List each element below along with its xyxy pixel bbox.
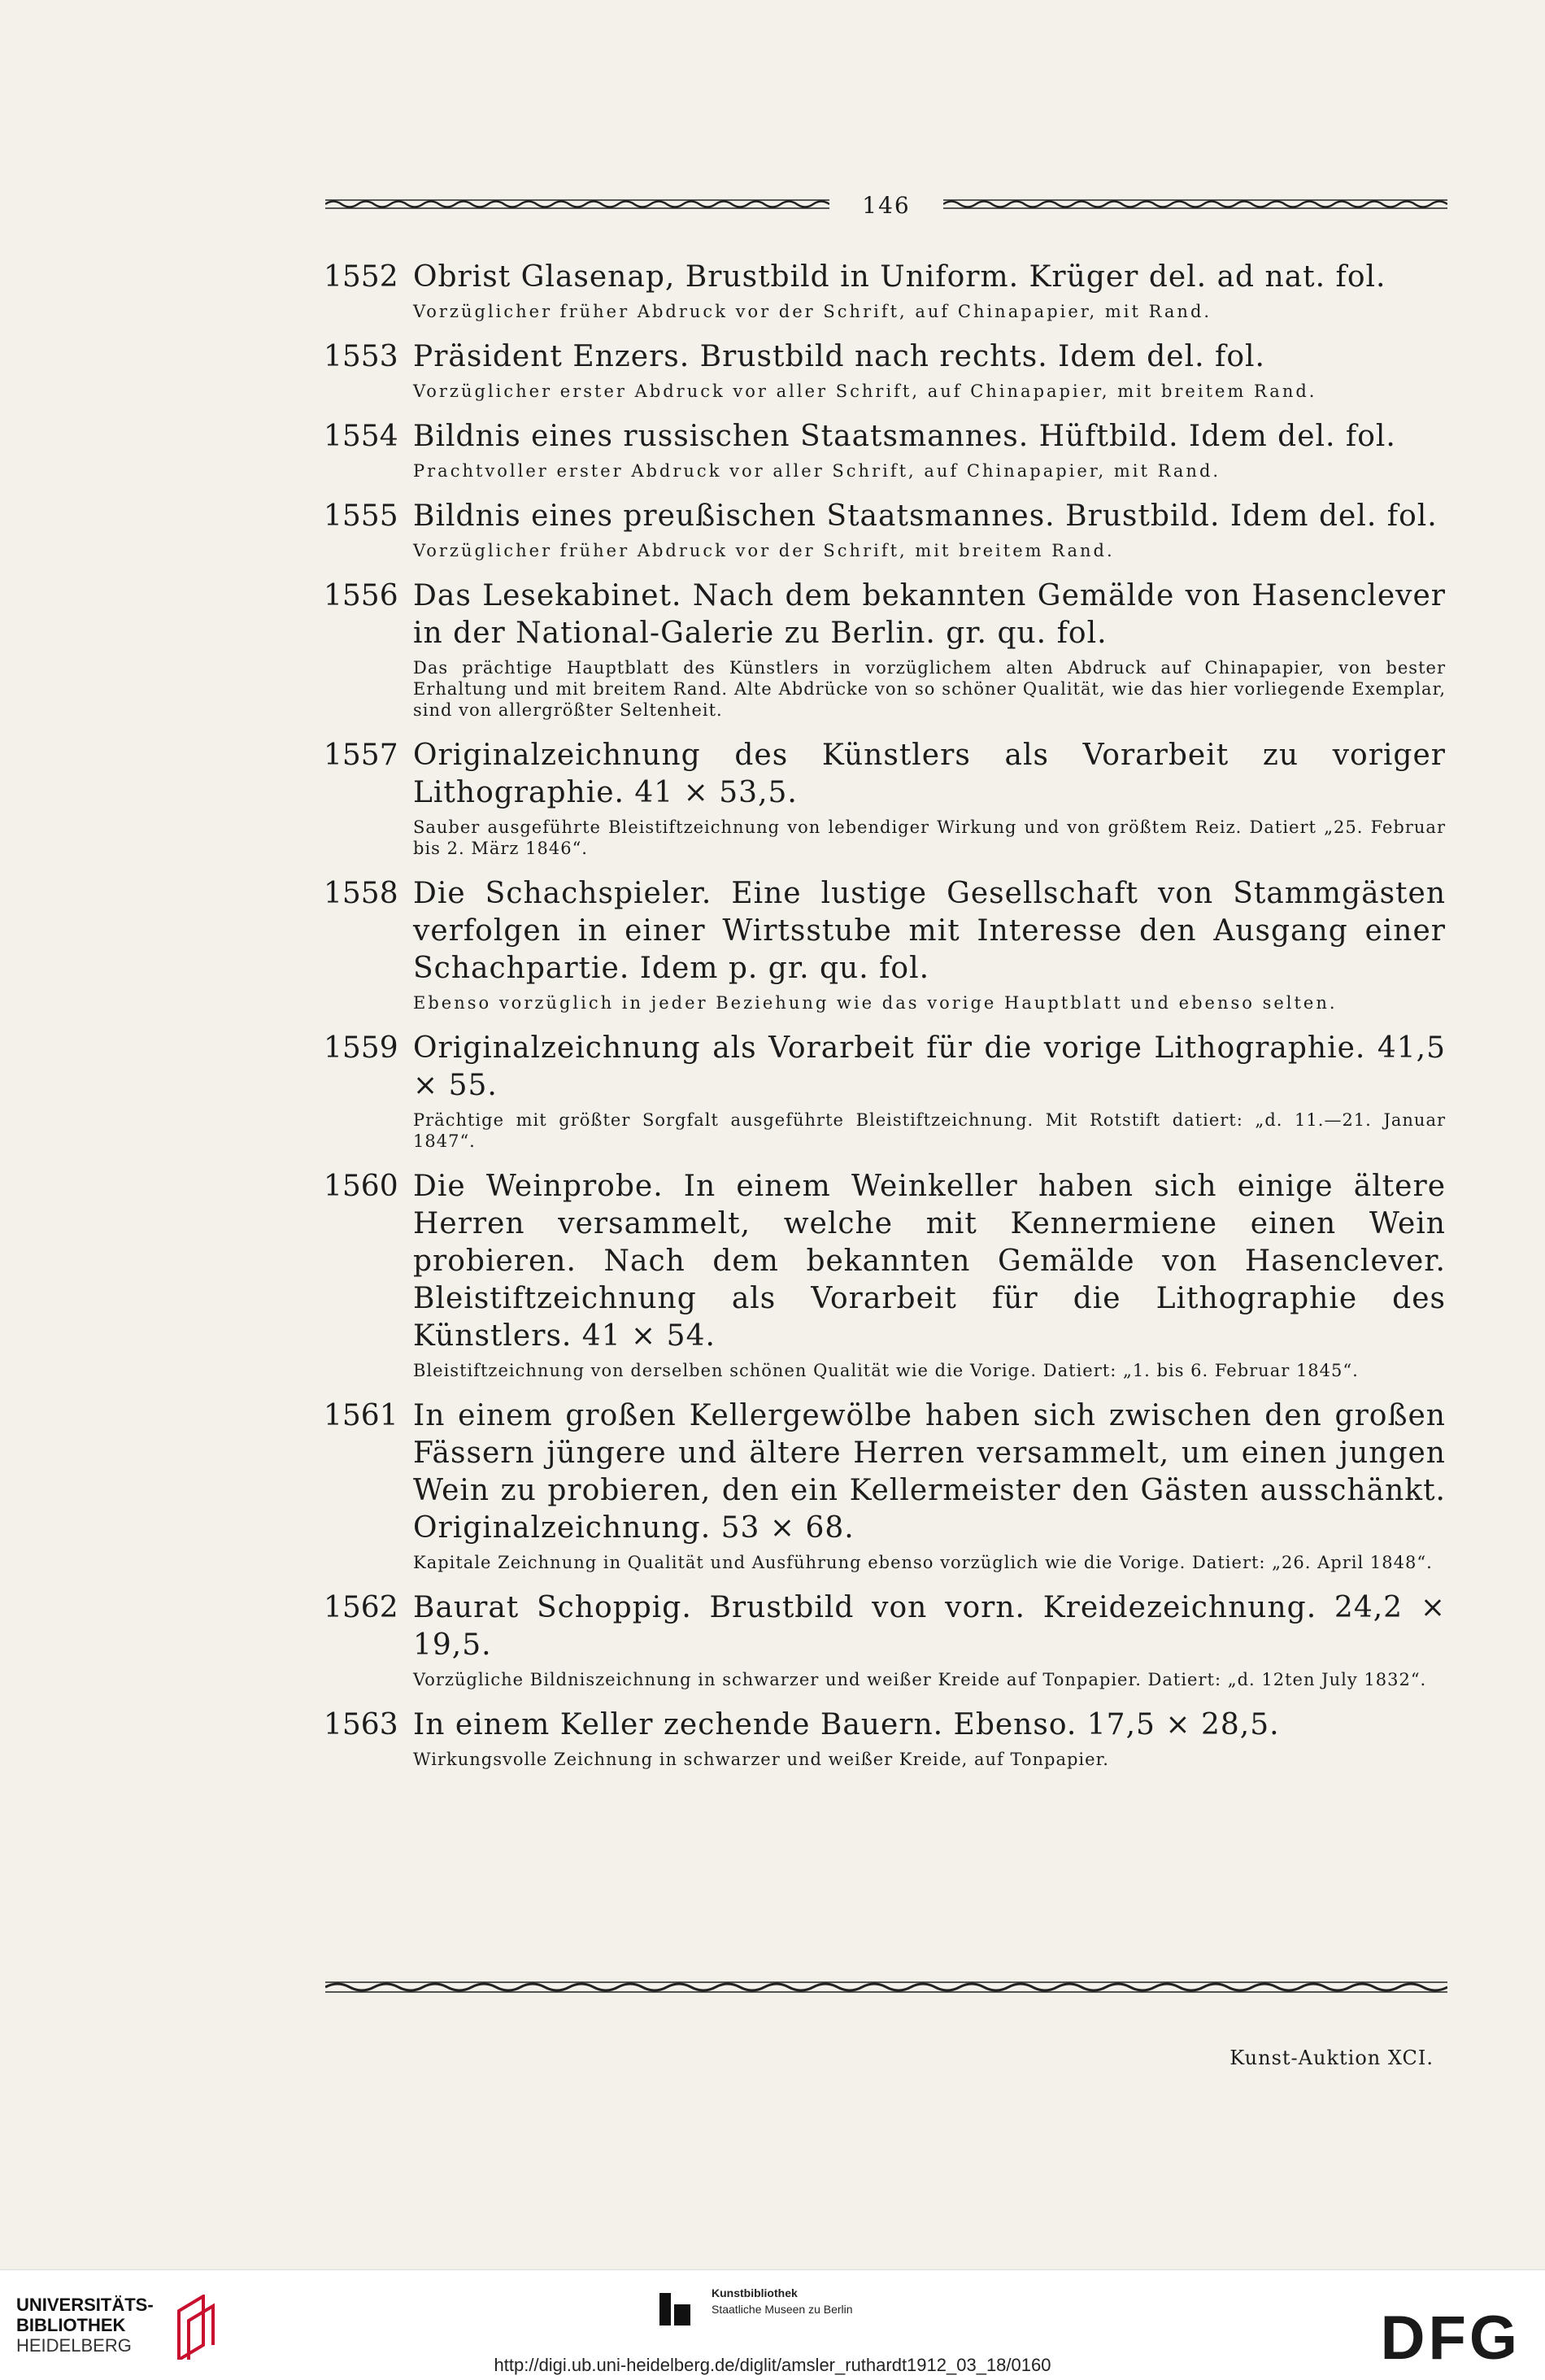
entry-title: Die Schachspieler. Eine lustige Gesellschaft von Stammgästen verfolgen in einer Wirtsstube mit Interesse den Ausgang einer Schachpartie. Idem p. gr. qu. fol. [413, 877, 1446, 985]
catalog-entry [324, 578, 1446, 721]
catalog-entry [324, 1589, 1446, 1690]
catalog-entry [324, 418, 1446, 482]
entry-title: Baurat Schoppig. Brustbild von vorn. Kreidezeichnung. 24,2 × 19,5. [413, 1591, 1446, 1662]
entry-body [413, 875, 1446, 1013]
entry-body [413, 338, 1446, 402]
entry-number: 1558 [324, 877, 398, 910]
catalog-signature: Kunst-Auktion XCI. [1229, 2047, 1434, 2069]
entry-body [413, 578, 1446, 721]
catalog-entry [324, 1030, 1446, 1152]
entry-title: In einem Keller zechende Bauern. Ebenso. 17,5 × 28,5. [413, 1708, 1280, 1741]
catalog-entry [324, 875, 1446, 1013]
entry-number: 1552 [324, 260, 398, 294]
entry-note: Bleistiftzeichnung von derselben schönen Qualität wie die Vorige. Datiert: „1. bis 6. Februar 1845“. [413, 1361, 1359, 1380]
entry-number: 1561 [324, 1399, 398, 1432]
kunstbibliothek-subtitle: Staatliche Museen zu Berlin [712, 2303, 853, 2316]
entry-title: Bildnis eines preußischen Staatsmannes. Brustbild. Idem del. fol. [413, 499, 1438, 533]
catalog-entry [324, 737, 1446, 859]
entry-body [413, 1030, 1446, 1152]
entry-title: Präsident Enzers. Brustbild nach rechts. Idem del. fol. [413, 340, 1265, 373]
header-ornament-left [325, 198, 829, 210]
footer-ornament [325, 1981, 1447, 1994]
catalog-entry [324, 1397, 1446, 1573]
entry-title: Das Lesekabinet. Nach dem bekannten Gemälde von Hasenclever in der National-Galerie zu Berlin. gr. qu. fol. [413, 579, 1446, 650]
dfg-logo[interactable]: DFG [1380, 2304, 1521, 2373]
catalog-entry [324, 259, 1446, 322]
entry-number: 1560 [324, 1170, 398, 1203]
entry-title: Obrist Glasenap, Brustbild in Uniform. Krüger del. ad nat. fol. [413, 260, 1386, 294]
entry-number: 1555 [324, 499, 398, 533]
entry-note: Vorzüglicher früher Abdruck vor der Schrift, mit breitem Rand. [413, 541, 1115, 560]
entry-note: Prachtvoller erster Abdruck vor aller Schrift, auf Chinapapier, mit Rand. [413, 461, 1221, 481]
catalog-entry [324, 498, 1446, 561]
entry-number: 1556 [324, 579, 398, 612]
digitization-footer-bar [0, 2269, 1545, 2380]
catalog-entry [324, 1168, 1446, 1381]
entry-body [413, 1707, 1446, 1770]
entry-title: In einem großen Kellergewölbe haben sich zwischen den großen Fässern jüngere und ältere Herren versammelt, um einen jungen Wein zu probieren, den ein Kellermeister den Gästen ausschänkt. Originalzeichnung. 53 × 68. [413, 1399, 1446, 1545]
catalog-entries [324, 259, 1446, 1786]
entry-title: Originalzeichnung des Künstlers als Vorarbeit zu voriger Lithographie. 41 × 53,5. [413, 739, 1446, 809]
entry-title: Die Weinprobe. In einem Weinkeller haben sich einige ältere Herren versammelt, welche mit Kennermiene einen Wein probieren. Nach dem bekannten Gemälde von Hasenclever. Bleistiftzeichnung als Vorarbeit für die Lithographie des Künstlers. 41 × 54. [413, 1170, 1446, 1353]
catalog-entry [324, 338, 1446, 402]
entry-note: Ebenso vorzüglich in jeder Beziehung wie das vorige Hauptblatt und ebenso selten. [413, 993, 1338, 1013]
entry-note: Vorzüglicher erster Abdruck vor aller Schrift, auf Chinapapier, mit breitem Rand. [413, 381, 1317, 401]
entry-title: Originalzeichnung als Vorarbeit für die vorige Lithographie. 41,5 × 55. [413, 1031, 1446, 1102]
entry-body [413, 498, 1446, 561]
entry-note: Prächtige mit größter Sorgfalt ausgeführte Bleistiftzeichnung. Mit Rotstift datiert: „d. 11.—21. Januar 1847“. [413, 1110, 1446, 1151]
entry-number: 1559 [324, 1031, 398, 1065]
entry-title: Bildnis eines russischen Staatsmannes. Hüftbild. Idem del. fol. [413, 420, 1396, 453]
entry-number: 1554 [324, 420, 398, 453]
ub-logo-line2: BIBLIOTHEK [16, 2315, 126, 2335]
entry-number: 1562 [324, 1591, 398, 1624]
ub-logo-text [16, 2295, 154, 2356]
entry-number: 1557 [324, 739, 398, 772]
ub-logo-line1: UNIVERSITÄTS- [16, 2295, 154, 2315]
page-header [325, 192, 1447, 219]
entry-note: Kapitale Zeichnung in Qualität und Ausführung ebenso vorzüglich wie die Vorige. Datiert: „26. April 1848“. [413, 1553, 1433, 1572]
ub-logo-line3: HEIDELBERG [16, 2335, 132, 2356]
entry-note: Vorzügliche Bildniszeichnung in schwarzer und weißer Kreide auf Tonpapier. Datiert: „d. 12ten July 1832“. [413, 1670, 1427, 1689]
catalog-entry [324, 1707, 1446, 1770]
entry-note: Vorzüglicher früher Abdruck vor der Schrift, auf Chinapapier, mit Rand. [413, 302, 1212, 321]
kunstbibliothek-emblem-icon [655, 2290, 694, 2329]
entry-note: Wirkungsvolle Zeichnung in schwarzer und weißer Kreide, auf Tonpapier. [413, 1750, 1109, 1769]
entry-body [413, 1589, 1446, 1690]
ub-emblem-icon [171, 2295, 218, 2360]
page-number: 146 [862, 192, 911, 219]
kunstbibliothek-text [712, 2285, 853, 2317]
entry-number: 1563 [324, 1708, 398, 1741]
entry-body [413, 418, 1446, 482]
entry-note: Das prächtige Hauptblatt des Künstlers in vorzüglichem alten Abdruck auf Chinapapier, von bester Erhaltung und mit breitem Rand. Alte Abdrücke von so schöner Qualität, wie das hier vorliegende Exemplar, sind von allergrößter Seltenheit. [413, 658, 1446, 720]
permalink-url[interactable]: http://digi.ub.uni-heidelberg.de/diglit/amsler_ruthardt1912_03_18/0160 [494, 2355, 1051, 2375]
entry-body [413, 1168, 1446, 1381]
entry-body [413, 737, 1446, 859]
entry-body [413, 1397, 1446, 1573]
entry-body [413, 259, 1446, 322]
kunstbibliothek-logo[interactable] [655, 2285, 899, 2334]
entry-note: Sauber ausgeführte Bleistiftzeichnung von lebendiger Wirkung und von größtem Reiz. Datiert „25. Februar bis 2. März 1846“. [413, 817, 1446, 858]
kunstbibliothek-name: Kunstbibliothek [712, 2286, 798, 2299]
header-ornament-right [943, 198, 1447, 210]
entry-number: 1553 [324, 340, 398, 373]
